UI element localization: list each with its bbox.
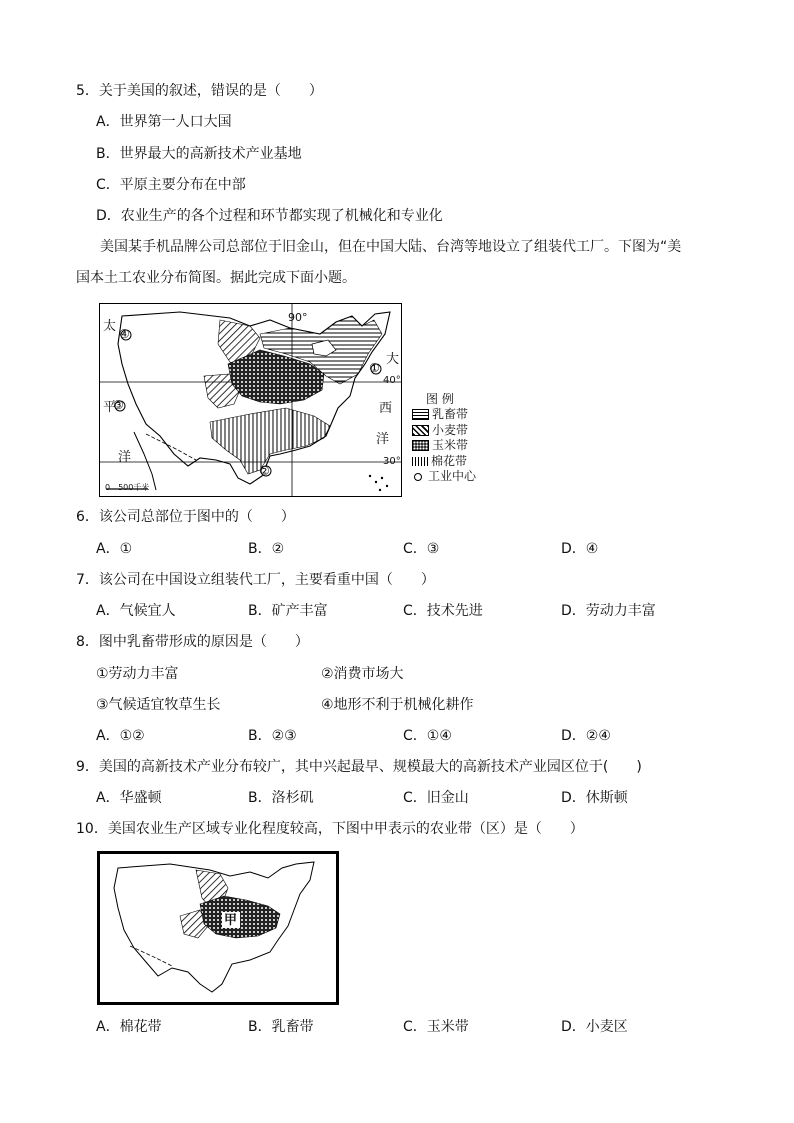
legend-title: 图 例 <box>426 392 454 406</box>
dairy-swatch-icon <box>412 409 429 420</box>
q8-option-d[interactable]: D．②④ <box>561 728 611 744</box>
us-map-graphic <box>100 304 401 496</box>
q8-statement-2: ②消费市场大 <box>321 666 404 682</box>
label-city-4: ④ <box>119 327 130 341</box>
label-longitude: 90° <box>288 311 308 324</box>
us-zone-map-graphic <box>100 854 336 1002</box>
q7-stem: 7．该公司在中国设立组装代工厂，主要看重中国（ ） <box>76 572 435 588</box>
q6-option-c[interactable]: C．③ <box>403 541 440 557</box>
legend-dairy <box>412 407 476 423</box>
legend-wheat <box>412 423 476 439</box>
q9-option-b[interactable]: B．洛杉矶 <box>248 790 314 806</box>
passage-line-2: 国本土工农业分布简图。据此完成下面小题。 <box>76 270 356 286</box>
q6-option-d[interactable]: D．④ <box>561 541 599 557</box>
q10-option-b[interactable]: B．乳畜带 <box>248 1019 314 1035</box>
legend-cotton <box>412 454 476 470</box>
q5-stem: 5．关于美国的叙述，错误的是（ ） <box>76 83 323 99</box>
cotton-swatch-icon <box>412 457 428 466</box>
label-lat-40: 40° <box>383 375 401 386</box>
q6-option-a[interactable]: A．① <box>96 541 133 557</box>
wheat-swatch-icon <box>412 425 429 436</box>
label-atlantic-2: 西 <box>379 401 393 416</box>
legend-corn-label: 玉米带 <box>432 438 469 453</box>
q8-statement-4: ④地形不利于机械化耕作 <box>321 697 474 713</box>
q5-option-a[interactable]: A．世界第一人口大国 <box>96 114 232 130</box>
us-agriculture-industry-map <box>99 303 402 497</box>
passage-line-1: 美国某手机品牌公司总部位于旧金山，但在中国大陆、台湾等地设立了组装代工厂。下图为“美 <box>100 239 682 255</box>
q5-option-b[interactable]: B．世界最大的高新技术产业基地 <box>96 146 302 162</box>
label-city-3: ③ <box>113 398 124 412</box>
q9-option-d[interactable]: D．休斯顿 <box>561 790 628 806</box>
label-atlantic-3: 洋 <box>376 432 390 447</box>
q8-stem: 8．图中乳畜带形成的原因是（ ） <box>76 634 309 650</box>
legend-dairy-label: 乳畜带 <box>432 407 469 422</box>
q10-option-c[interactable]: C．玉米带 <box>403 1019 469 1035</box>
q6-stem: 6．该公司总部位于图中的（ ） <box>76 509 295 525</box>
label-atlantic-1: 大 <box>386 352 400 367</box>
corn-swatch-icon <box>412 440 429 451</box>
q8-statement-3: ③气候适宜牧草生长 <box>96 697 221 713</box>
q7-option-c[interactable]: C．技术先进 <box>403 603 483 619</box>
legend-cotton-label: 棉花带 <box>431 453 468 468</box>
q10-option-a[interactable]: A．棉花带 <box>96 1019 162 1035</box>
legend-industry-label: 工业中心 <box>428 469 477 484</box>
q8-option-a[interactable]: A．①② <box>96 728 145 744</box>
q9-option-a[interactable]: A．华盛顿 <box>96 790 162 806</box>
scale-label: 0 500千米 <box>105 483 150 492</box>
q7-option-b[interactable]: B．矿产丰富 <box>248 603 328 619</box>
label-city-1: ① <box>369 361 380 375</box>
q5-option-d[interactable]: D．农业生产的各个过程和环节都实现了机械化和专业化 <box>96 208 443 224</box>
q10-option-d[interactable]: D．小麦区 <box>561 1019 628 1035</box>
industry-center-icon <box>414 473 422 481</box>
label-city-2: ② <box>259 464 270 478</box>
map-legend <box>412 392 476 485</box>
label-lat-30: 30° <box>383 456 401 467</box>
label-pacific-2: 平 <box>103 400 117 415</box>
legend-industry <box>412 469 476 485</box>
legend-corn <box>412 438 476 454</box>
q8-option-c[interactable]: C．①④ <box>403 728 452 744</box>
us-agriculture-zone-map <box>97 851 339 1005</box>
label-pacific-3: 洋 <box>118 450 132 465</box>
q10-stem: 10．美国农业生产区域专业化程度较高，下图中甲表示的农业带（区）是（ ） <box>76 821 584 837</box>
legend-wheat-label: 小麦带 <box>432 422 469 437</box>
q9-stem: 9．美国的高新技术产业分布较广，其中兴起最早、规模最大的高新技术产业园区位于( ) <box>76 759 642 775</box>
q6-option-b[interactable]: B．② <box>248 541 285 557</box>
q9-option-c[interactable]: C．旧金山 <box>403 790 469 806</box>
q8-statement-1: ①劳动力丰富 <box>96 666 179 682</box>
zone-jia-label: 甲 <box>224 913 238 928</box>
q5-option-c[interactable]: C．平原主要分布在中部 <box>96 177 246 193</box>
q8-option-b[interactable]: B．②③ <box>248 728 297 744</box>
q7-option-d[interactable]: D．劳动力丰富 <box>561 603 656 619</box>
label-pacific-1: 太 <box>103 319 117 334</box>
q7-option-a[interactable]: A．气候宜人 <box>96 603 176 619</box>
